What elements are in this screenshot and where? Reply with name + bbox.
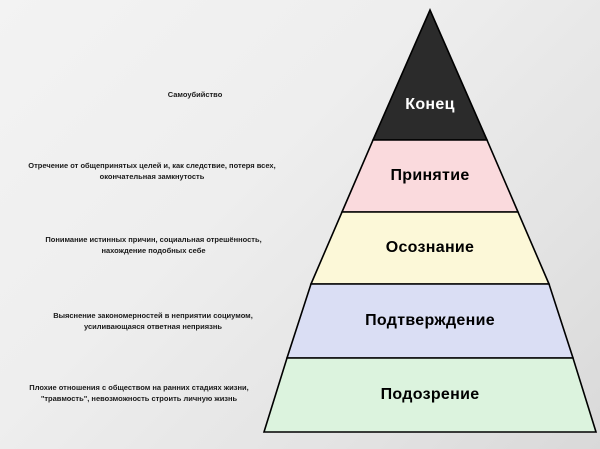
pyramid-label-podtverzhdenie: Подтверждение — [365, 312, 495, 329]
pyramid-description-konets: Самоубийство — [167, 90, 223, 99]
pyramid-label-konets: Конец — [405, 96, 455, 113]
pyramid-slice-konets — [373, 10, 487, 140]
pyramid-label-podozrenie: Подозрение — [380, 386, 480, 403]
pyramid-label-prinyatie: Принятие — [390, 167, 470, 184]
pyramid-description-osoznanie: Понимание истинных причин, социальная отрешённость, нахождение подобных себе — [45, 235, 262, 255]
pyramid-description-podtverzhdenie: Выяснение закономерностей в неприятии социумом, усиливающаяся ответная неприязнь — [53, 311, 253, 331]
pyramid-description-prinyatie: Отречение от общепринятых целей и, как следствие, потеря всех, окончательная замкнутость — [28, 161, 276, 181]
pyramid-label-osoznanie: Осознание — [385, 239, 475, 256]
pyramid-description-podozrenie: Плохие отношения с обществом на ранних стадиях жизни, "травмость", невозможность строить личную жизнь — [29, 383, 249, 403]
